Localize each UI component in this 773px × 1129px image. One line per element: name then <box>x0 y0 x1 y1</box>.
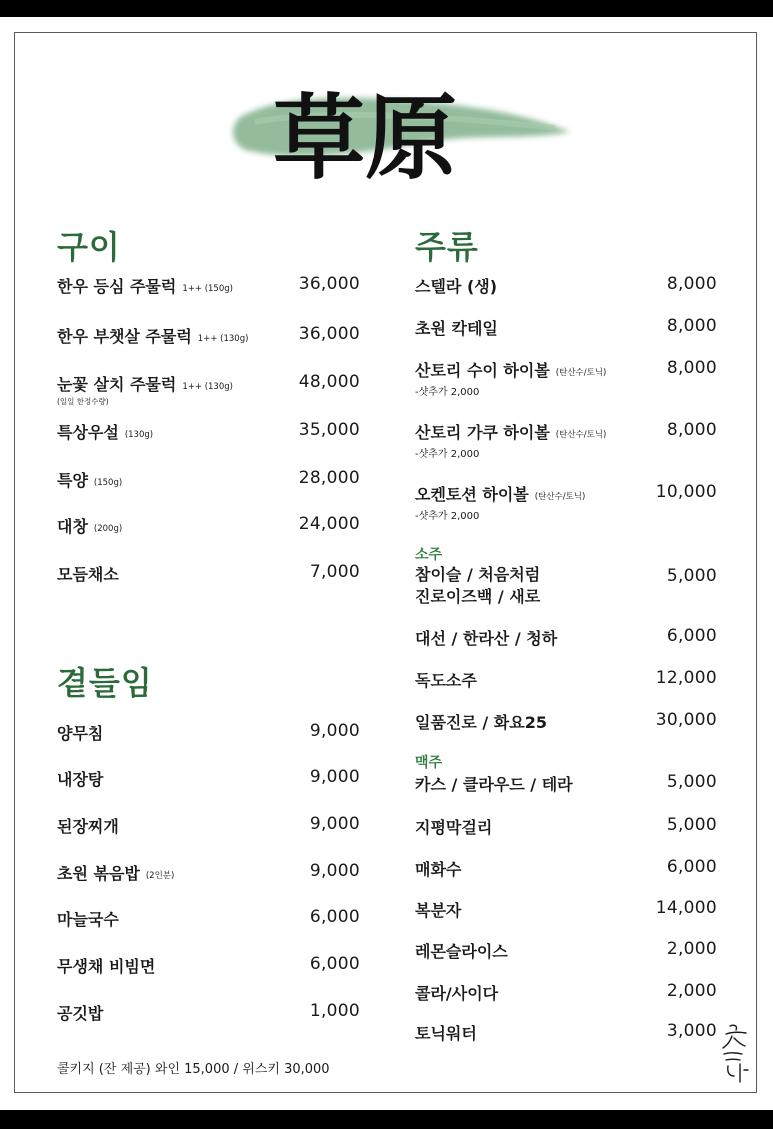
price: 9,000 <box>309 767 360 787</box>
price: 24,000 <box>298 514 360 534</box>
grill-list: 한우 등심 주물럭 1++ (150g) 36,000 한우 부챗살 주물럭 1++ (130g) 36,000 눈꽃 살치 주물럭 1++ (130g) (일일 한정수량) 48,000 특상우설 (130g) 35,000 특양 (150g) 28,000 대창 (200g) 24,000 모듬채소 7,000 <box>57 274 360 584</box>
price: 7,000 <box>309 562 360 582</box>
price: 5,000 <box>666 566 717 586</box>
corkage-note: 콜키지 (잔 제공) 와인 15,000 / 위스키 30,000 <box>57 1062 330 1077</box>
item-subnote: -샷추가 2,000 <box>415 449 480 460</box>
price: 6,000 <box>309 954 360 974</box>
price: 8,000 <box>666 420 717 440</box>
subsection-beer: 맥주 <box>415 755 443 771</box>
price: 6,000 <box>666 626 717 646</box>
price: 8,000 <box>666 358 717 378</box>
price: 8,000 <box>666 316 717 336</box>
price: 36,000 <box>298 324 360 344</box>
item-subnote: -샷추가 2,000 <box>415 511 480 522</box>
price: 36,000 <box>298 274 360 294</box>
handwritten-signature <box>718 1020 752 1088</box>
price: 1,000 <box>309 1001 360 1021</box>
price: 35,000 <box>298 420 360 440</box>
section-title-sides: 곁들임 <box>57 664 153 702</box>
price: 48,000 <box>298 372 360 392</box>
price: 9,000 <box>309 861 360 881</box>
price: 28,000 <box>298 468 360 488</box>
price: 6,000 <box>309 907 360 927</box>
price: 2,000 <box>666 981 717 1001</box>
price: 2,000 <box>666 939 717 959</box>
logo-brush-calligraphy <box>225 62 575 197</box>
section-title-drinks: 주류 <box>415 228 479 266</box>
price: 10,000 <box>655 482 717 502</box>
item-subnote: -샷추가 2,000 <box>415 387 480 398</box>
bottom-black-bar <box>0 1110 773 1129</box>
sides-list: 양무침 9,000 내장탕 9,000 된장찌개 9,000 초원 볶음밥 (2인분) 9,000 마늘국수 6,000 무생채 비빔면 6,000 공깃밥 1,000 <box>57 721 360 1023</box>
subsection-soju: 소주 <box>415 547 443 563</box>
section-title-grill: 구이 <box>57 228 121 266</box>
top-black-bar <box>0 0 773 17</box>
logo-text: 草原 <box>273 84 458 192</box>
price: 8,000 <box>666 274 717 294</box>
price: 12,000 <box>655 668 717 688</box>
price: 14,000 <box>655 898 717 918</box>
price: 5,000 <box>666 815 717 835</box>
price: 9,000 <box>309 814 360 834</box>
item-subnote: (일일 한정수량) <box>57 397 109 406</box>
price: 3,000 <box>666 1021 717 1041</box>
price: 5,000 <box>666 772 717 792</box>
price: 9,000 <box>309 721 360 741</box>
price: 30,000 <box>655 710 717 730</box>
price: 6,000 <box>666 857 717 877</box>
drinks-list: 스텔라 (생) 8,000 초원 칵테일 8,000 산토리 수이 하이볼 (탄산수/토닉) -샷추가 2,000 8,000 산토리 가쿠 하이볼 (탄산수/토닉) -샷추가 2,000 8,000 오켄토션 하이볼 (탄산수/토닉) -샷추가 2,000 10,000 소주 참이슬 / 처음처럼 진로이즈백 / 새로 5,000 대선 / 한라산 / 청하 6,000 독도소주 12,000 일품진로 / 화요25 30,000 맥주 카스 / 클라우드 / 테라 5,000 지평막걸리 5,000 매화수 6,000 복분자 14,000 레몬슬라이스 2,000 콜라/사이다 2,000 토닉워터 3,000 <box>415 274 717 1043</box>
